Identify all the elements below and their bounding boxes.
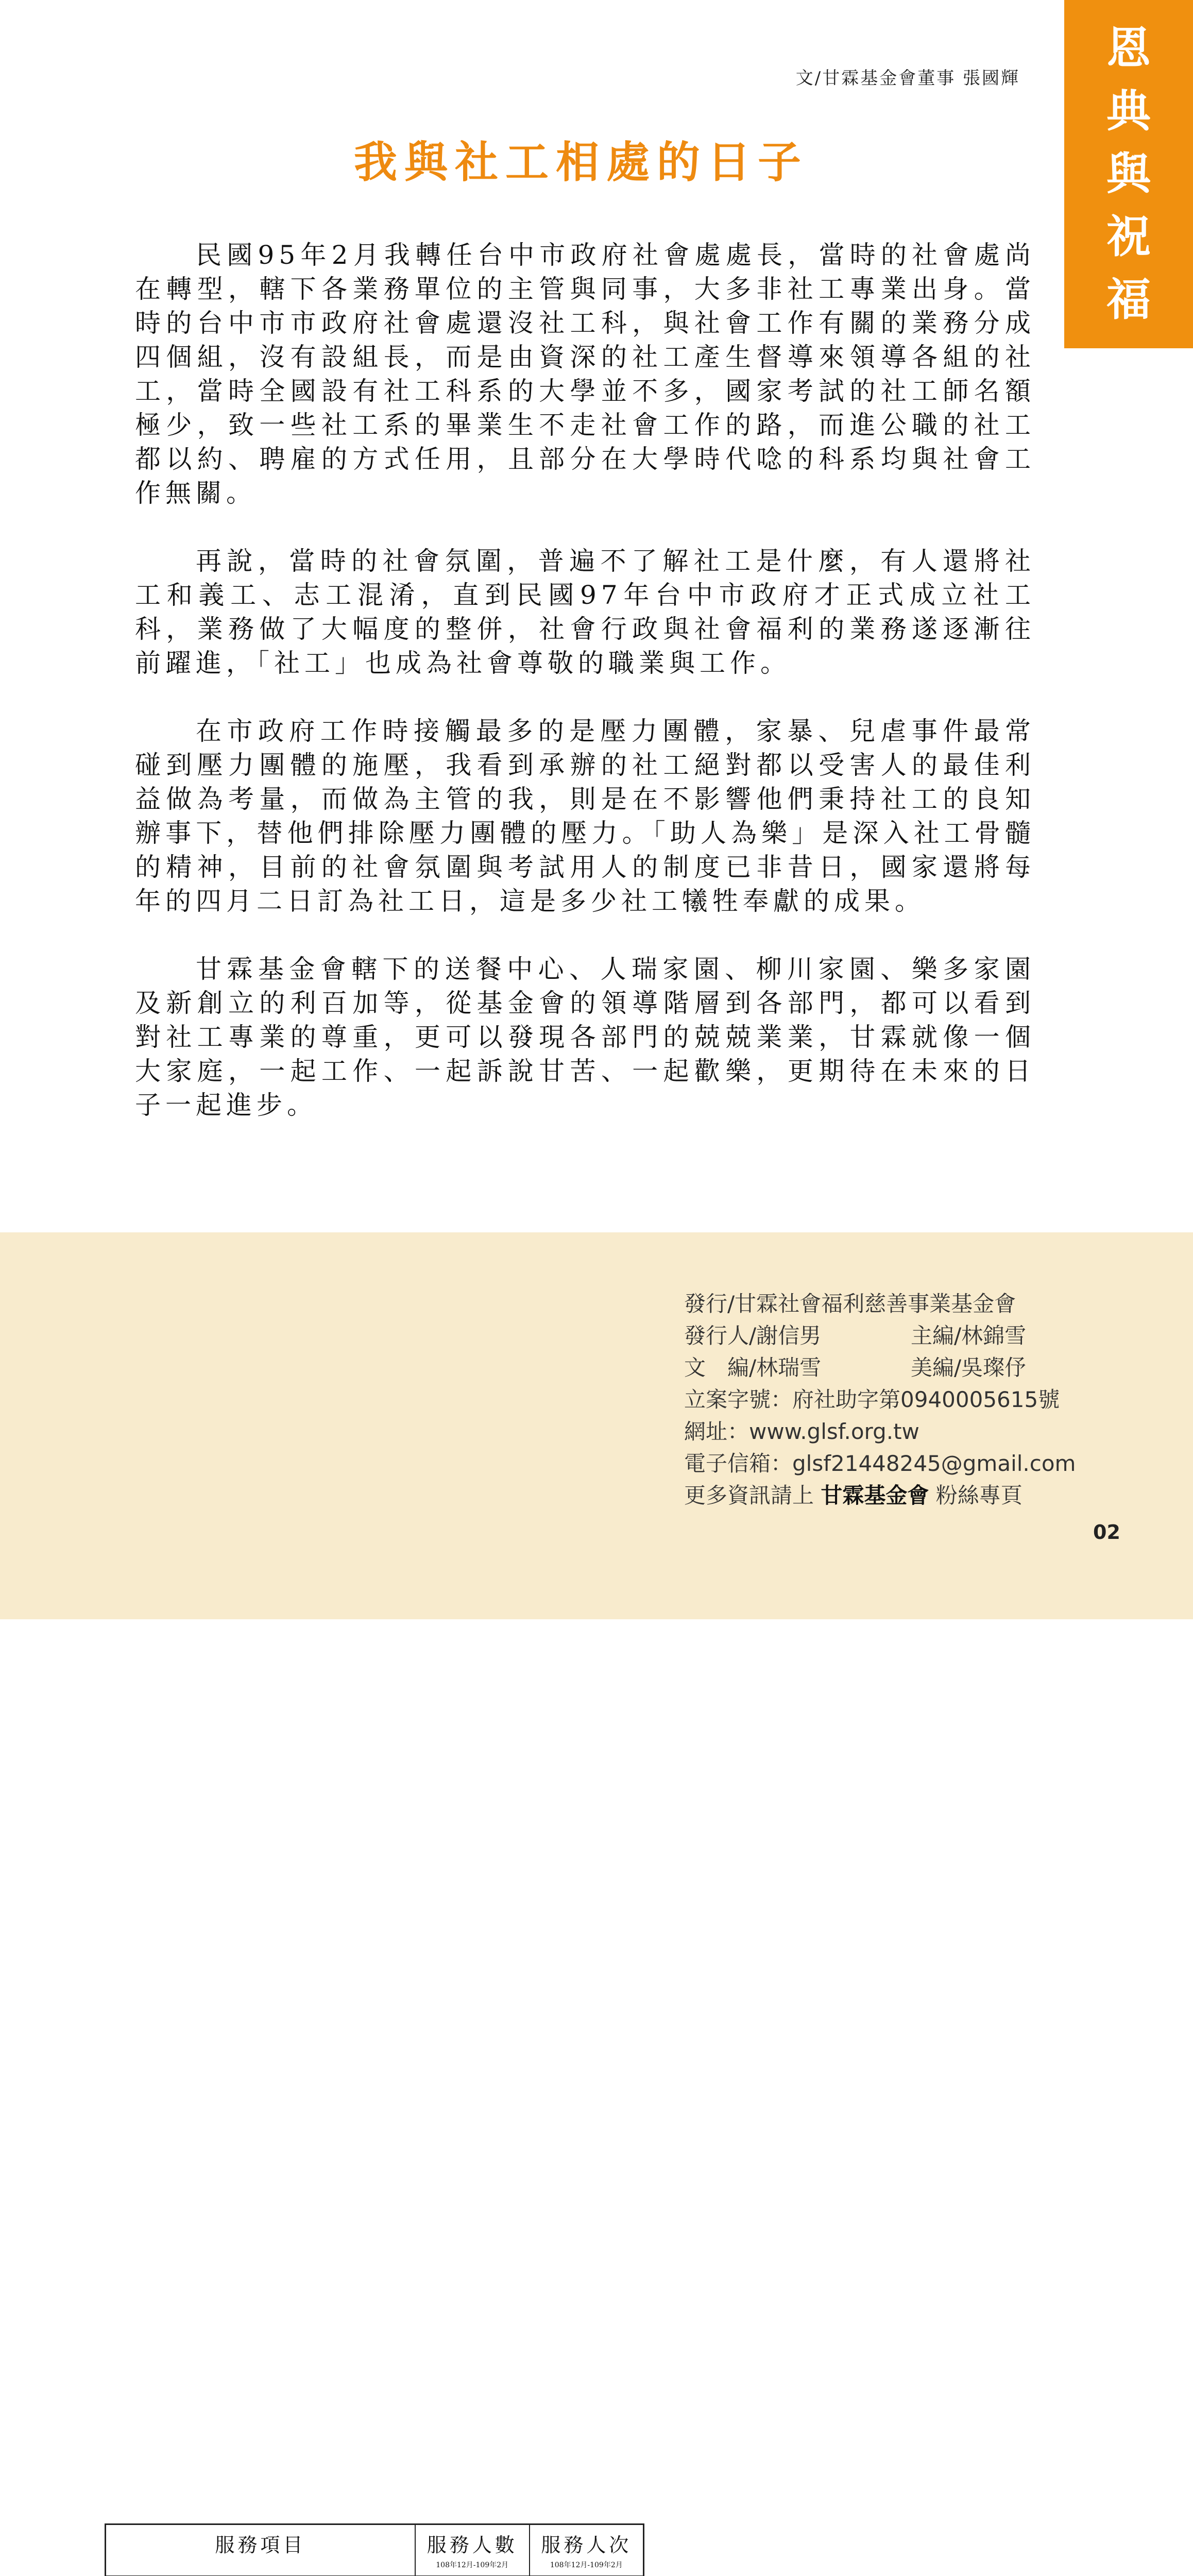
fans-page-line <box>684 1480 1127 1512</box>
header-service-item: 服務項目 <box>106 2524 415 2576</box>
byline: 文/甘霖基金會董事 張國輝 <box>670 64 1020 89</box>
section-tab-char: 福 <box>1106 268 1151 331</box>
section-tab <box>1064 0 1193 348</box>
page-number: 02 <box>1093 1521 1120 1544</box>
article-paragraph: 民國95年2月我轉任台中市政府社會處處長，當時的社會處尚在轉型，轄下各業務單位的主管與同事，大多非社工專業出身。當時的台中市市政府社會處還沒社工科，與社會工作有關的業務分成四個組，沒有設組長，而是由資深的社工產生督導來領導各組的社工，當時全國設有社工科系的大學並不多，國家考試的社工師名額極少，致一些社工系的畢業生不走社會工作的路，而進公職的社工都以約、聘雇的方式任用，且部分在大學時代唸的科系均與社會工作無關。 <box>135 238 1035 510</box>
header-period: 108年12月-109年2月 <box>530 2560 643 2570</box>
art-editor: 美編/吳璨伃 <box>911 1352 1026 1384</box>
fans-prefix: 更多資訊請上 <box>684 1483 814 1508</box>
header-service-visits: 服務人次 108年12月-109年2月 <box>530 2524 644 2576</box>
website-link[interactable]: 網址：www.glsf.org.tw <box>684 1416 1127 1448</box>
header-service-people: 服務人數 108年12月-109年2月 <box>415 2524 530 2576</box>
registration-line: 立案字號：府社助字第0940005615號 <box>684 1384 1127 1416</box>
article-paragraph: 在市政府工作時接觸最多的是壓力團體，家暴、兒虐事件最常碰到壓力團體的施壓，我看到承辦的社工絕對都以受害人的最佳利益做為考量，而做為主管的我，則是在不影響他們秉持社工的良知辦事下，替他們排除壓力團體的壓力。「助人為樂」是深入社工骨髓的精神，目前的社會氛圍與考試用人的制度已非昔日，國家還將每年的四月二日訂為社工日，這是多少社工犧牲奉獻的成果。 <box>135 714 1035 918</box>
chief-editor: 主編/林錦雪 <box>911 1320 1026 1352</box>
issuer: 發行人/謝信男 <box>684 1323 821 1348</box>
article-body <box>135 238 1035 1156</box>
section-tab-char: 祝 <box>1106 206 1151 268</box>
table-header-row <box>106 2524 644 2576</box>
article-title: 我與社工相處的日子 <box>134 128 1028 190</box>
section-tab-char: 與 <box>1106 143 1151 206</box>
service-stats-table <box>105 2523 644 2576</box>
editors-line <box>684 1352 1127 1384</box>
email-link[interactable]: 電子信箱：glsf21448245@gmail.com <box>684 1448 1127 1480</box>
header-period: 108年12月-109年2月 <box>416 2560 529 2570</box>
article-paragraph: 再說，當時的社會氛圍，普遍不了解社工是什麼，有人還將社工和義工、志工混淆，直到民國97年台中市政府才正式成立社工科，業務做了大幅度的整併，社會行政與社會福利的業務遂逐漸往前躍進，「社工」也成為社會尊敬的職業與工作。 <box>135 544 1035 680</box>
fans-suffix: 粉絲專頁 <box>936 1483 1022 1508</box>
section-tab-char: 典 <box>1106 80 1151 143</box>
section-tab-char: 恩 <box>1106 17 1151 80</box>
article-paragraph: 甘霖基金會轄下的送餐中心、人瑞家園、柳川家園、樂多家園及新創立的利百加等，從基金會的領導階層到各部門，都可以看到對社工專業的尊重，更可以發現各部門的兢兢業業，甘霖就像一個大家庭，一起工作、一起訴說甘苦、一起歡樂，更期待在未來的日子一起進步。 <box>135 952 1035 1122</box>
editors-line <box>684 1320 1127 1352</box>
text-editor: 文 編/林瑞雪 <box>684 1355 821 1380</box>
publication-info <box>684 1288 1127 1512</box>
publisher-line: 發行/甘霖社會福利慈善事業基金會 <box>684 1288 1127 1320</box>
fans-page-link[interactable]: 甘霖基金會 <box>821 1483 929 1508</box>
